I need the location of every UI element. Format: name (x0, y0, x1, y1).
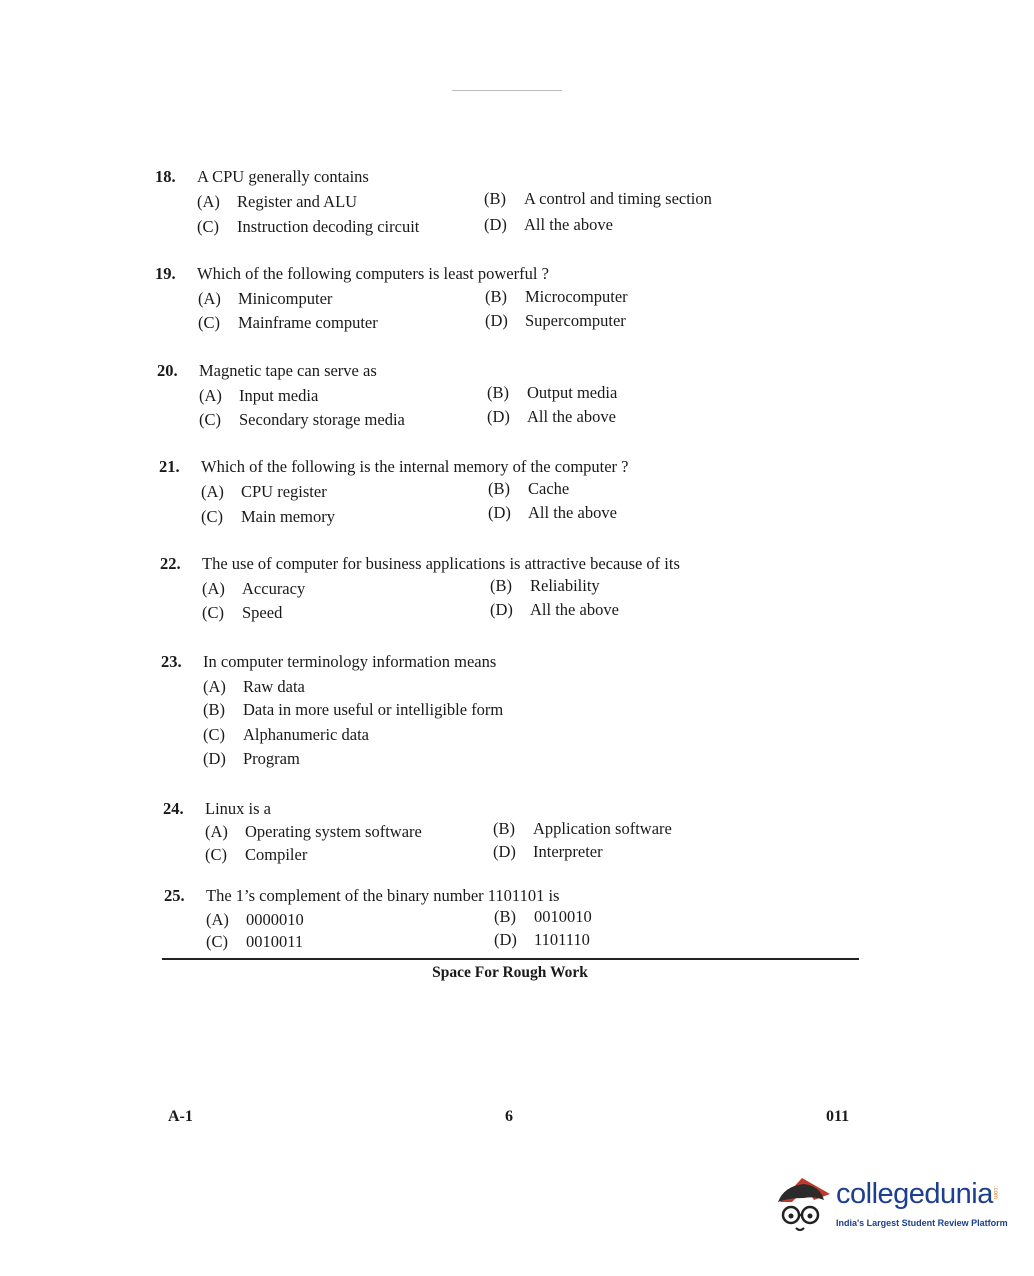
option-c: (C) Compiler (205, 845, 308, 864)
footer-code: A-1 (168, 1108, 193, 1125)
page-number: 6 (505, 1108, 513, 1125)
option-c: (C) 0010011 (206, 932, 304, 951)
booklet-code: 011 (826, 1108, 850, 1125)
rough-work-label: Space For Rough Work (432, 964, 588, 981)
question-text: The 1’s complement of the binary number 1101101 is (206, 886, 560, 905)
option-d: (D) All the above (488, 503, 617, 522)
option-c: (C) Instruction decoding circuit (197, 217, 420, 236)
mascot-icon (774, 1172, 838, 1238)
option-c: (C) Main memory (201, 507, 335, 526)
option-a: (A) Operating system software (205, 822, 422, 841)
option-c: (C) Speed (202, 603, 283, 622)
option-b: (B) Output media (487, 383, 618, 402)
collegedunia-logo (774, 1172, 1014, 1238)
question-number: 23. (161, 652, 182, 671)
question-text: Magnetic tape can serve as (199, 361, 377, 380)
option-a: (A) Register and ALU (197, 192, 358, 211)
question-number: 19. (155, 264, 176, 283)
option-d: (D) 1101110 (494, 930, 590, 949)
question-text: Which of the following is the internal memory of the computer ? (201, 457, 629, 476)
option-d: (D) All the above (487, 407, 616, 426)
question-number: 25. (164, 886, 185, 905)
logo-wordmark: collegedunia (836, 1178, 993, 1210)
question-number: 24. (163, 799, 184, 818)
question-number: 18. (155, 167, 176, 186)
option-b: (B) Application software (493, 819, 672, 838)
top-divider (452, 90, 562, 91)
option-b: (B) A control and timing section (484, 189, 712, 208)
option-a: (A) Input media (199, 386, 319, 405)
option-b: (B) Microcomputer (485, 287, 628, 306)
option-d: (D) All the above (490, 600, 619, 619)
question-text: The use of computer for business applications is attractive because of its (202, 554, 680, 573)
option-c: (C) Secondary storage media (199, 410, 405, 429)
option-b: (B) Data in more useful or intelligible form (203, 700, 504, 719)
question-text: Linux is a (205, 799, 271, 818)
question-number: 21. (159, 457, 180, 476)
rough-work-divider (162, 958, 859, 960)
option-a: (A) Accuracy (202, 579, 306, 598)
question-text: A CPU generally contains (197, 167, 369, 186)
option-d: (D) Interpreter (493, 842, 603, 861)
option-d: (D) Supercomputer (485, 311, 626, 330)
option-d: (D) All the above (484, 215, 613, 234)
question-text: Which of the following computers is least powerful ? (197, 264, 549, 283)
option-a: (A) CPU register (201, 482, 327, 501)
option-b: (B) Cache (488, 479, 570, 498)
option-a: (A) Minicomputer (198, 289, 333, 308)
option-c: (C) Mainframe computer (198, 313, 378, 332)
logo-suffix: .com (992, 1186, 998, 1200)
option-a: (A) Raw data (203, 677, 305, 696)
option-c: (C) Alphanumeric data (203, 725, 369, 744)
option-b: (B) 0010010 (494, 907, 592, 926)
question-number: 22. (160, 554, 181, 573)
option-a: (A) 0000010 (206, 910, 304, 929)
question-number: 20. (157, 361, 178, 380)
logo-tagline: India's Largest Student Review Platform (836, 1218, 1008, 1228)
option-b: (B) Reliability (490, 576, 600, 595)
question-text: In computer terminology information means (203, 652, 497, 671)
option-d: (D) Program (203, 749, 300, 768)
